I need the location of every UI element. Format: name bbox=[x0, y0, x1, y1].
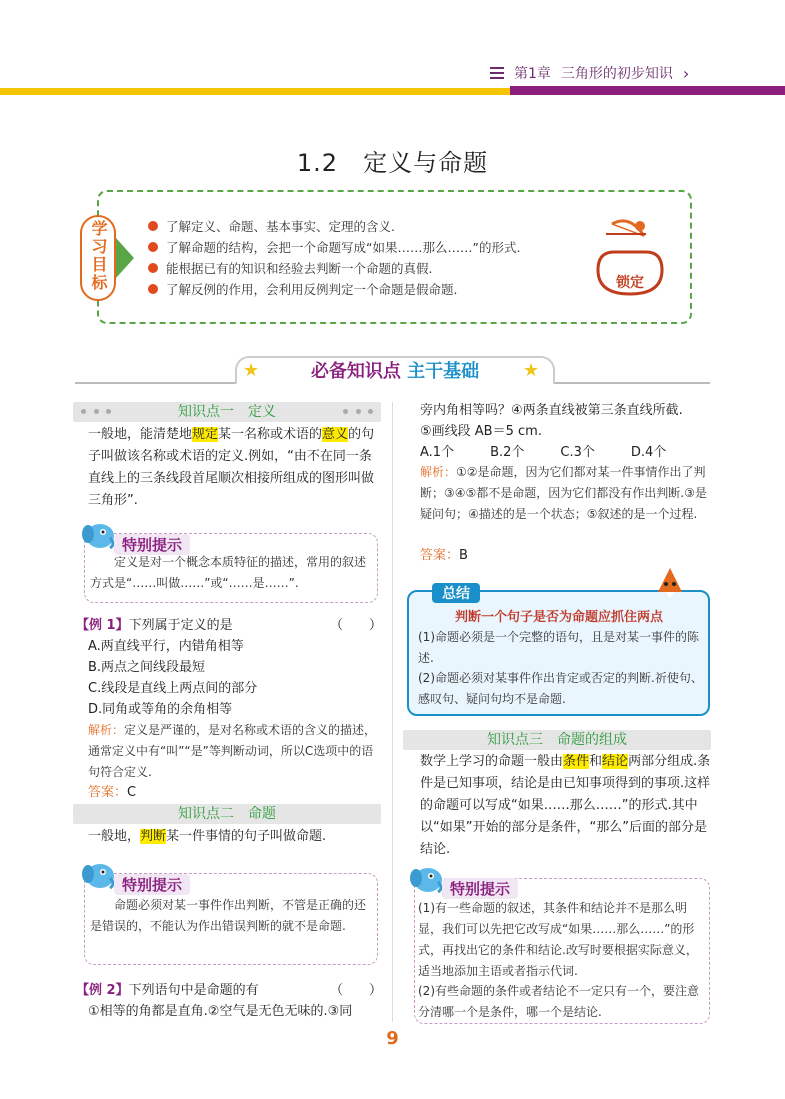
example-2-answer: 答案：B bbox=[420, 548, 468, 563]
example-1-options bbox=[88, 636, 382, 720]
highlight-term: 条件 bbox=[563, 754, 590, 769]
option-c: C.3个 bbox=[560, 445, 595, 460]
lock-label: 锁定 bbox=[616, 275, 644, 291]
page-title: 1.2 定义与命题 bbox=[296, 149, 489, 177]
special-tip-2-label: 特别提示 bbox=[114, 874, 190, 895]
goal-item: 能根据已有的知识和经验去判断一个命题的真假. bbox=[148, 258, 568, 279]
option-b: B.两点之间线段最短 bbox=[88, 660, 206, 675]
page-number: 9 bbox=[386, 1028, 399, 1049]
chapter-title: 三角形的初步知识 bbox=[560, 66, 673, 82]
example-2-line-1: ①相等的角都是直角.②空气是无色无味的.③同 bbox=[88, 1004, 353, 1019]
option-d: D.4个 bbox=[630, 445, 667, 460]
bullet-icon bbox=[148, 284, 158, 294]
fox-icon bbox=[650, 562, 690, 602]
example-2-analysis: 解析：①②是命题，因为它们都对某一件事情作出了判断；③④⑤都不是命题，因为它们都没有作出判断.③是疑问句；④描述的是一个状态；⑤叙述的是一个过程. bbox=[420, 465, 707, 521]
highlight-term: 意义 bbox=[322, 427, 349, 442]
star-icon: ★ bbox=[243, 360, 260, 381]
goal-item: 了解命题的结构，会把一个命题写成“如果……那么……”的形式. bbox=[148, 237, 568, 258]
special-tip-1-text: 定义是对一个概念本质特征的描述，常用的叙述方式是“……叫做……”或“……是……”. bbox=[90, 555, 367, 590]
chevron-right-icon[interactable]: › bbox=[682, 63, 690, 83]
option-b: B.2个 bbox=[490, 445, 525, 460]
knowledge-point-3-bar: 知识点三 命题的组成 bbox=[403, 730, 711, 750]
option-d: D.同角或等角的余角相等 bbox=[88, 702, 233, 717]
dots-decoration bbox=[81, 409, 111, 415]
goal-item: 了解反例的作用，会利用反例判定一个命题是假命题. bbox=[148, 279, 568, 300]
elephant-icon bbox=[80, 518, 118, 552]
goal-list bbox=[148, 216, 568, 300]
list-icon bbox=[490, 67, 504, 79]
special-tip-2-text: 命题必须对某一事件作出判断，不管是正确的还是错误的，不能认为作出错误判断的就不是命题. bbox=[90, 898, 367, 933]
column-divider bbox=[392, 402, 393, 1022]
summary-tag: 总结 bbox=[432, 583, 480, 603]
option-c: C.线段是直线上两点间的部分 bbox=[88, 681, 258, 696]
highlight-term: 结论 bbox=[602, 754, 629, 769]
chapter-header bbox=[490, 62, 689, 84]
bullet-icon bbox=[148, 242, 158, 252]
learning-goals-tag: 学习目标 bbox=[80, 215, 116, 301]
knowledge-point-1-bar bbox=[73, 402, 381, 422]
section-title-b: 主干基础 bbox=[407, 361, 480, 382]
summary-point-1: (1)命题必须是一个完整的语句，且是对某一事件的陈述. bbox=[418, 630, 700, 665]
highlight-term: 规定 bbox=[192, 427, 219, 442]
example-2-stem: 【例 2】下列语句中是命题的有 （ ） bbox=[76, 983, 382, 998]
knowledge-point-2-bar: 知识点二 命题 bbox=[73, 804, 381, 824]
special-tip-3-point-1: (1)有一些命题的叙述，其条件和结论并不是那么明显，我们可以先把它改写成“如果……那么……”的形式，再找出它的条件和结论.改写时要根据实际意义，适当地添加主语或者指示代词. bbox=[418, 901, 698, 978]
example-1-stem: 【例 1】下列属于定义的是 （ ） bbox=[76, 618, 382, 633]
section-tab bbox=[235, 356, 555, 384]
chapter-number: 第1章 bbox=[514, 66, 551, 82]
option-a: A.1个 bbox=[420, 445, 455, 460]
bullet-icon bbox=[148, 263, 158, 273]
example-2-options bbox=[420, 442, 710, 463]
summary-heading: 判断一个句子是否为命题应抓住两点 bbox=[454, 610, 663, 625]
example-2-line-3: ⑤画线段 AB＝5 cm. bbox=[420, 424, 542, 439]
section-header bbox=[75, 356, 710, 384]
knowledge-point-1-text: 一般地，能清楚地规定某一名称或术语的意义的句子叫做该名称或术语的定义.例如，“由不在同一条直线上的三条线段首尾顺次相接所组成的图形叫做三角形”. bbox=[88, 427, 375, 508]
option-a: A.两直线平行，内错角相等 bbox=[88, 639, 244, 654]
star-icon: ★ bbox=[523, 360, 540, 381]
example-1-answer: 答案：C bbox=[88, 785, 137, 800]
example-2-line-2: 旁内角相等吗？④两条直线被第三条直线所截. bbox=[420, 403, 683, 418]
goal-item: 了解定义、命题、基本事实、定理的含义. bbox=[148, 216, 568, 237]
example-1-analysis: 解析：定义是严谨的，是对名称或术语的含义的描述，通常定义中有“叫”“是”等判断动词，所以C选项中的语句符合定义. bbox=[88, 723, 377, 779]
highlight-term: 判断 bbox=[140, 829, 167, 844]
dots-decoration bbox=[343, 409, 373, 415]
elephant-icon bbox=[408, 862, 446, 896]
special-tip-3-label: 特别提示 bbox=[442, 878, 518, 899]
special-tip-1-label: 特别提示 bbox=[114, 534, 190, 555]
section-title-a: 必备知识点 bbox=[310, 361, 401, 382]
elephant-icon bbox=[80, 858, 118, 892]
bullet-icon bbox=[148, 221, 158, 231]
header-bar-yellow bbox=[0, 88, 510, 95]
special-tip-3-point-2: (2)有些命题的条件或者结论不一定只有一个，要注意分清哪一个是条件，哪一个是结论. bbox=[418, 984, 700, 1019]
knowledge-point-3-text: 数学上学习的命题一般由条件和结论两部分组成.条件是已知事项，结论是由已知事项得到的事项.这样的命题可以写成“如果……那么……”的形式.其中以“如果”开始的部分是条件，“那么”后面的部分是结论. bbox=[420, 754, 711, 857]
summary-point-2: (2)命题必须对某事件作出肯定或否定的判断.祈使句、感叹句、疑问句均不是命题. bbox=[418, 671, 703, 706]
goal-arrow bbox=[116, 238, 134, 278]
header-bar-purple bbox=[510, 86, 785, 95]
knowledge-point-2-text: 一般地，判断某一件事情的句子叫做命题. bbox=[88, 829, 327, 844]
knowledge-point-1-title: 知识点一 定义 bbox=[178, 404, 276, 420]
